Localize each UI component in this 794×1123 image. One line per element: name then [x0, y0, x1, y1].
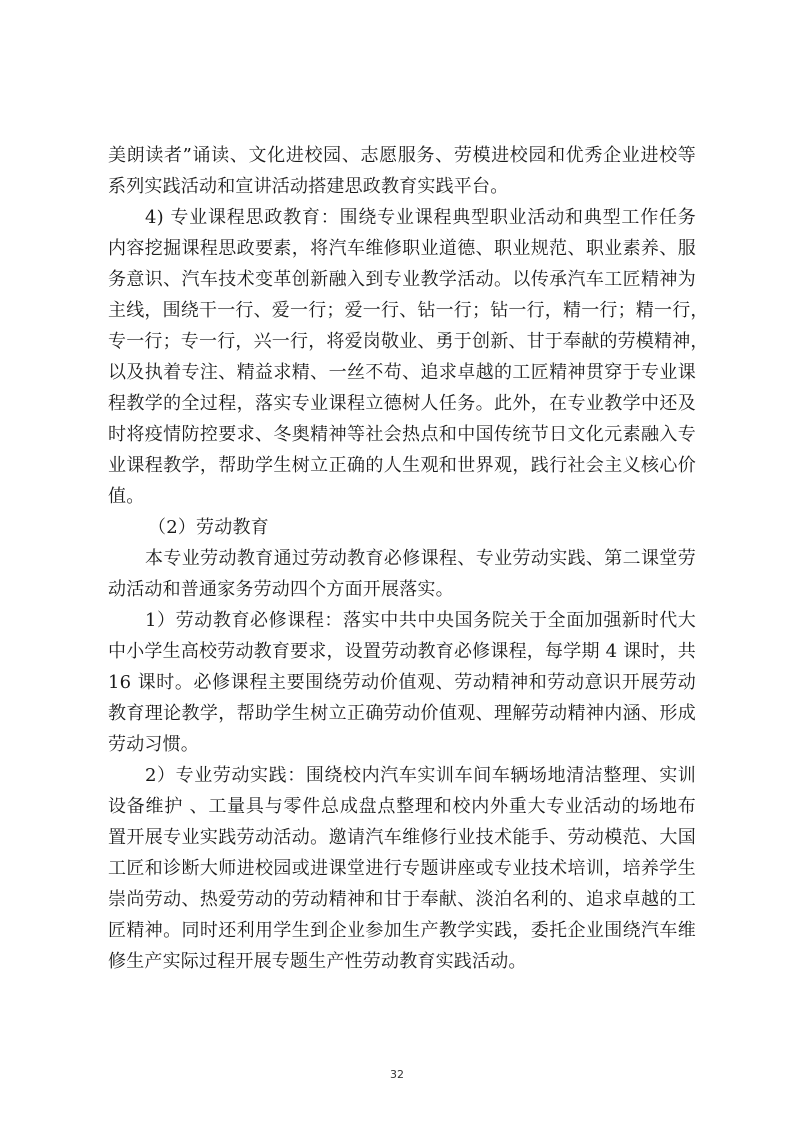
text-line: 4) 专业课程思政教育：围绕专业课程典型职业活动和典型工作任务: [145, 207, 696, 228]
section-heading: （2）劳动教育: [148, 517, 269, 538]
text-line: 崇尚劳动、热爱劳动的劳动精神和甘于奉献、淡泊名利的、追求卓越的工: [108, 889, 696, 910]
text-line: 美朗读者”诵读、文化进校园、志愿服务、劳模进校园和优秀企业进校等: [108, 145, 696, 166]
text-line: 教育理论教学，帮助学生树立正确劳动价值观、理解劳动精神内涵、形成: [108, 703, 696, 724]
text-line: 16 课时。必修课程主要围绕劳动价值观、劳动精神和劳动意识开展劳动: [108, 672, 696, 693]
text-line: 1）劳动教育必修课程：落实中共中央国务院关于全面加强新时代大: [145, 610, 696, 631]
text-line: 置开展专业实践劳动活动。邀请汽车维修行业技术能手、劳动模范、大国: [108, 827, 696, 848]
text-line: 动活动和普通家务劳动四个方面开展落实。: [108, 579, 454, 600]
text-line: 时将疫情防控要求、冬奥精神等社会热点和中国传统节日文化元素融入专: [108, 424, 696, 445]
text-line: 内容挖掘课程思政要素，将汽车维修职业道德、职业规范、职业素养、服: [108, 238, 696, 259]
text-line: 值。: [108, 486, 145, 507]
text-line: 以及执着专注、精益求精、一丝不苟、追求卓越的工匠精神贯穿于专业课: [108, 362, 696, 383]
text-line: 劳动习惯。: [108, 734, 199, 755]
text-line: 工匠和诊断大师进校园或进课堂进行专题讲座或专业技术培训，培养学生: [108, 858, 696, 879]
text-line: 专一行；专一行，兴一行，将爱岗敬业、勇于创新、甘于奉献的劳模精神，: [108, 331, 709, 352]
text-line: 本专业劳动教育通过劳动教育必修课程、专业劳动实践、第二课堂劳: [145, 548, 696, 569]
text-line: 匠精神。同时还利用学生到企业参加生产教学实践，委托企业围绕汽车维: [108, 920, 696, 941]
page-number: 32: [390, 1068, 404, 1081]
text-line: 主线，围绕干一行、爱一行；爱一行、钻一行；钻一行，精一行；精一行，: [108, 300, 709, 321]
text-line: 务意识、汽车技术变革创新融入到专业教学活动。以传承汽车工匠精神为: [108, 269, 696, 290]
text-line: 系列实践活动和宣讲活动搭建思政教育实践平台。: [108, 176, 509, 197]
text-line: 业课程教学，帮助学生树立正确的人生观和世界观，践行社会主义核心价: [108, 455, 696, 476]
text-line: 2）专业劳动实践：围绕校内汽车实训车间车辆场地清洁整理、实训: [145, 765, 696, 786]
text-line: 设备维护 、工量具与零件总成盘点整理和校内外重大专业活动的场地布: [108, 796, 696, 817]
text-line: 修生产实际过程开展专题生产性劳动教育实践活动。: [108, 951, 527, 972]
text-line: 程教学的全过程，落实专业课程立德树人任务。此外，在专业教学中还及: [108, 393, 696, 414]
text-line: 中小学生高校劳动教育要求，设置劳动教育必修课程，每学期 4 课时，共: [108, 641, 696, 662]
